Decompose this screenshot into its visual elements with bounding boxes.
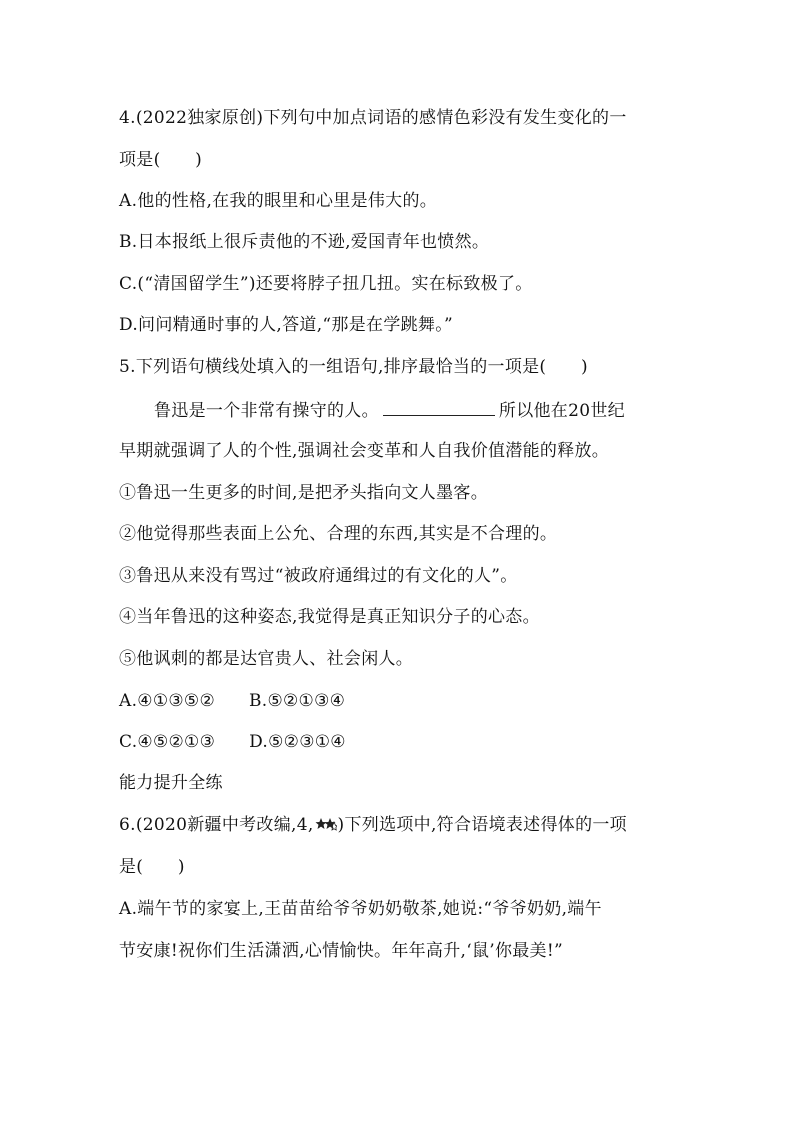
- q5-sentence-3: ③鲁迅从来没有骂过“被政府通缉过的有文化的人”。: [119, 566, 518, 586]
- two-stars-difficulty-icon: [315, 814, 337, 828]
- q5-passage-line2: 早期就强调了人的个性,强调社会变革和人自我价值潜能的释放。: [119, 441, 610, 461]
- q5-options-row2: [119, 730, 346, 754]
- q4-option-c: C.(“清国留学生”)还要将脖子扭几扭。实在标致极了。: [119, 274, 533, 294]
- q5-sentence-1: ①鲁迅一生更多的时间,是把矛头指向文人墨客。: [119, 483, 489, 503]
- q6-option-a-line2: 节安康!祝你们生活潇洒,心情愉快。年年高升,‘鼠’你最美!”: [119, 941, 563, 961]
- q6-stem-after-icon: )下列选项中,符合语境表述得体的一项: [337, 815, 627, 835]
- section-title: 能力提升全练: [119, 773, 223, 793]
- q4-stem-line1: 4.(2022独家原创)下列句中加点词语的感情色彩没有发生变化的一: [119, 108, 627, 128]
- q5-option-c: C.④⑤②①③: [119, 732, 216, 752]
- q6-stem-line2: 是( ): [119, 857, 185, 877]
- q4-option-b: B.日本报纸上很斥责他的不逊,爱国青年也愤然。: [119, 232, 490, 252]
- q5-passage-before-blank: 鲁迅是一个非常有操守的人。: [154, 401, 379, 421]
- q6-option-a-line1: A.端午节的家宴上,王苗苗给爷爷奶奶敬茶,她说:“爷爷奶奶,端午: [119, 899, 602, 919]
- q6-stem-before-icon: 6.(2020新疆中考改编,4,: [119, 815, 314, 835]
- fill-in-blank: [383, 397, 495, 416]
- q5-option-d: D.⑤②③①④: [249, 732, 346, 752]
- q5-sentence-2: ②他觉得那些表面上公允、合理的东西,其实是不合理的。: [119, 524, 558, 544]
- q6-stem-line1: [119, 813, 627, 837]
- q4-option-d: D.问问精通时事的人,答道,“那是在学跳舞。”: [119, 315, 454, 335]
- q4-option-a: A.他的性格,在我的眼里和心里是伟大的。: [119, 191, 438, 211]
- q5-option-a: A.④①③⑤②: [119, 691, 215, 711]
- q5-option-b: B.⑤②①③④: [248, 691, 346, 711]
- q5-sentence-4: ④当年鲁迅的这种姿态,我觉得是真正知识分子的心态。: [119, 607, 540, 627]
- q5-options-row1: [119, 689, 345, 713]
- q5-stem: 5.下列语句横线处填入的一组语句,排序最恰当的一项是( ): [119, 357, 588, 377]
- q5-passage-line1: [154, 397, 625, 421]
- q5-sentence-5: ⑤他讽刺的都是达官贵人、社会闲人。: [119, 649, 414, 669]
- q5-passage-after-blank: 所以他在20世纪: [498, 401, 625, 421]
- q4-stem-line2: 项是( ): [119, 150, 203, 170]
